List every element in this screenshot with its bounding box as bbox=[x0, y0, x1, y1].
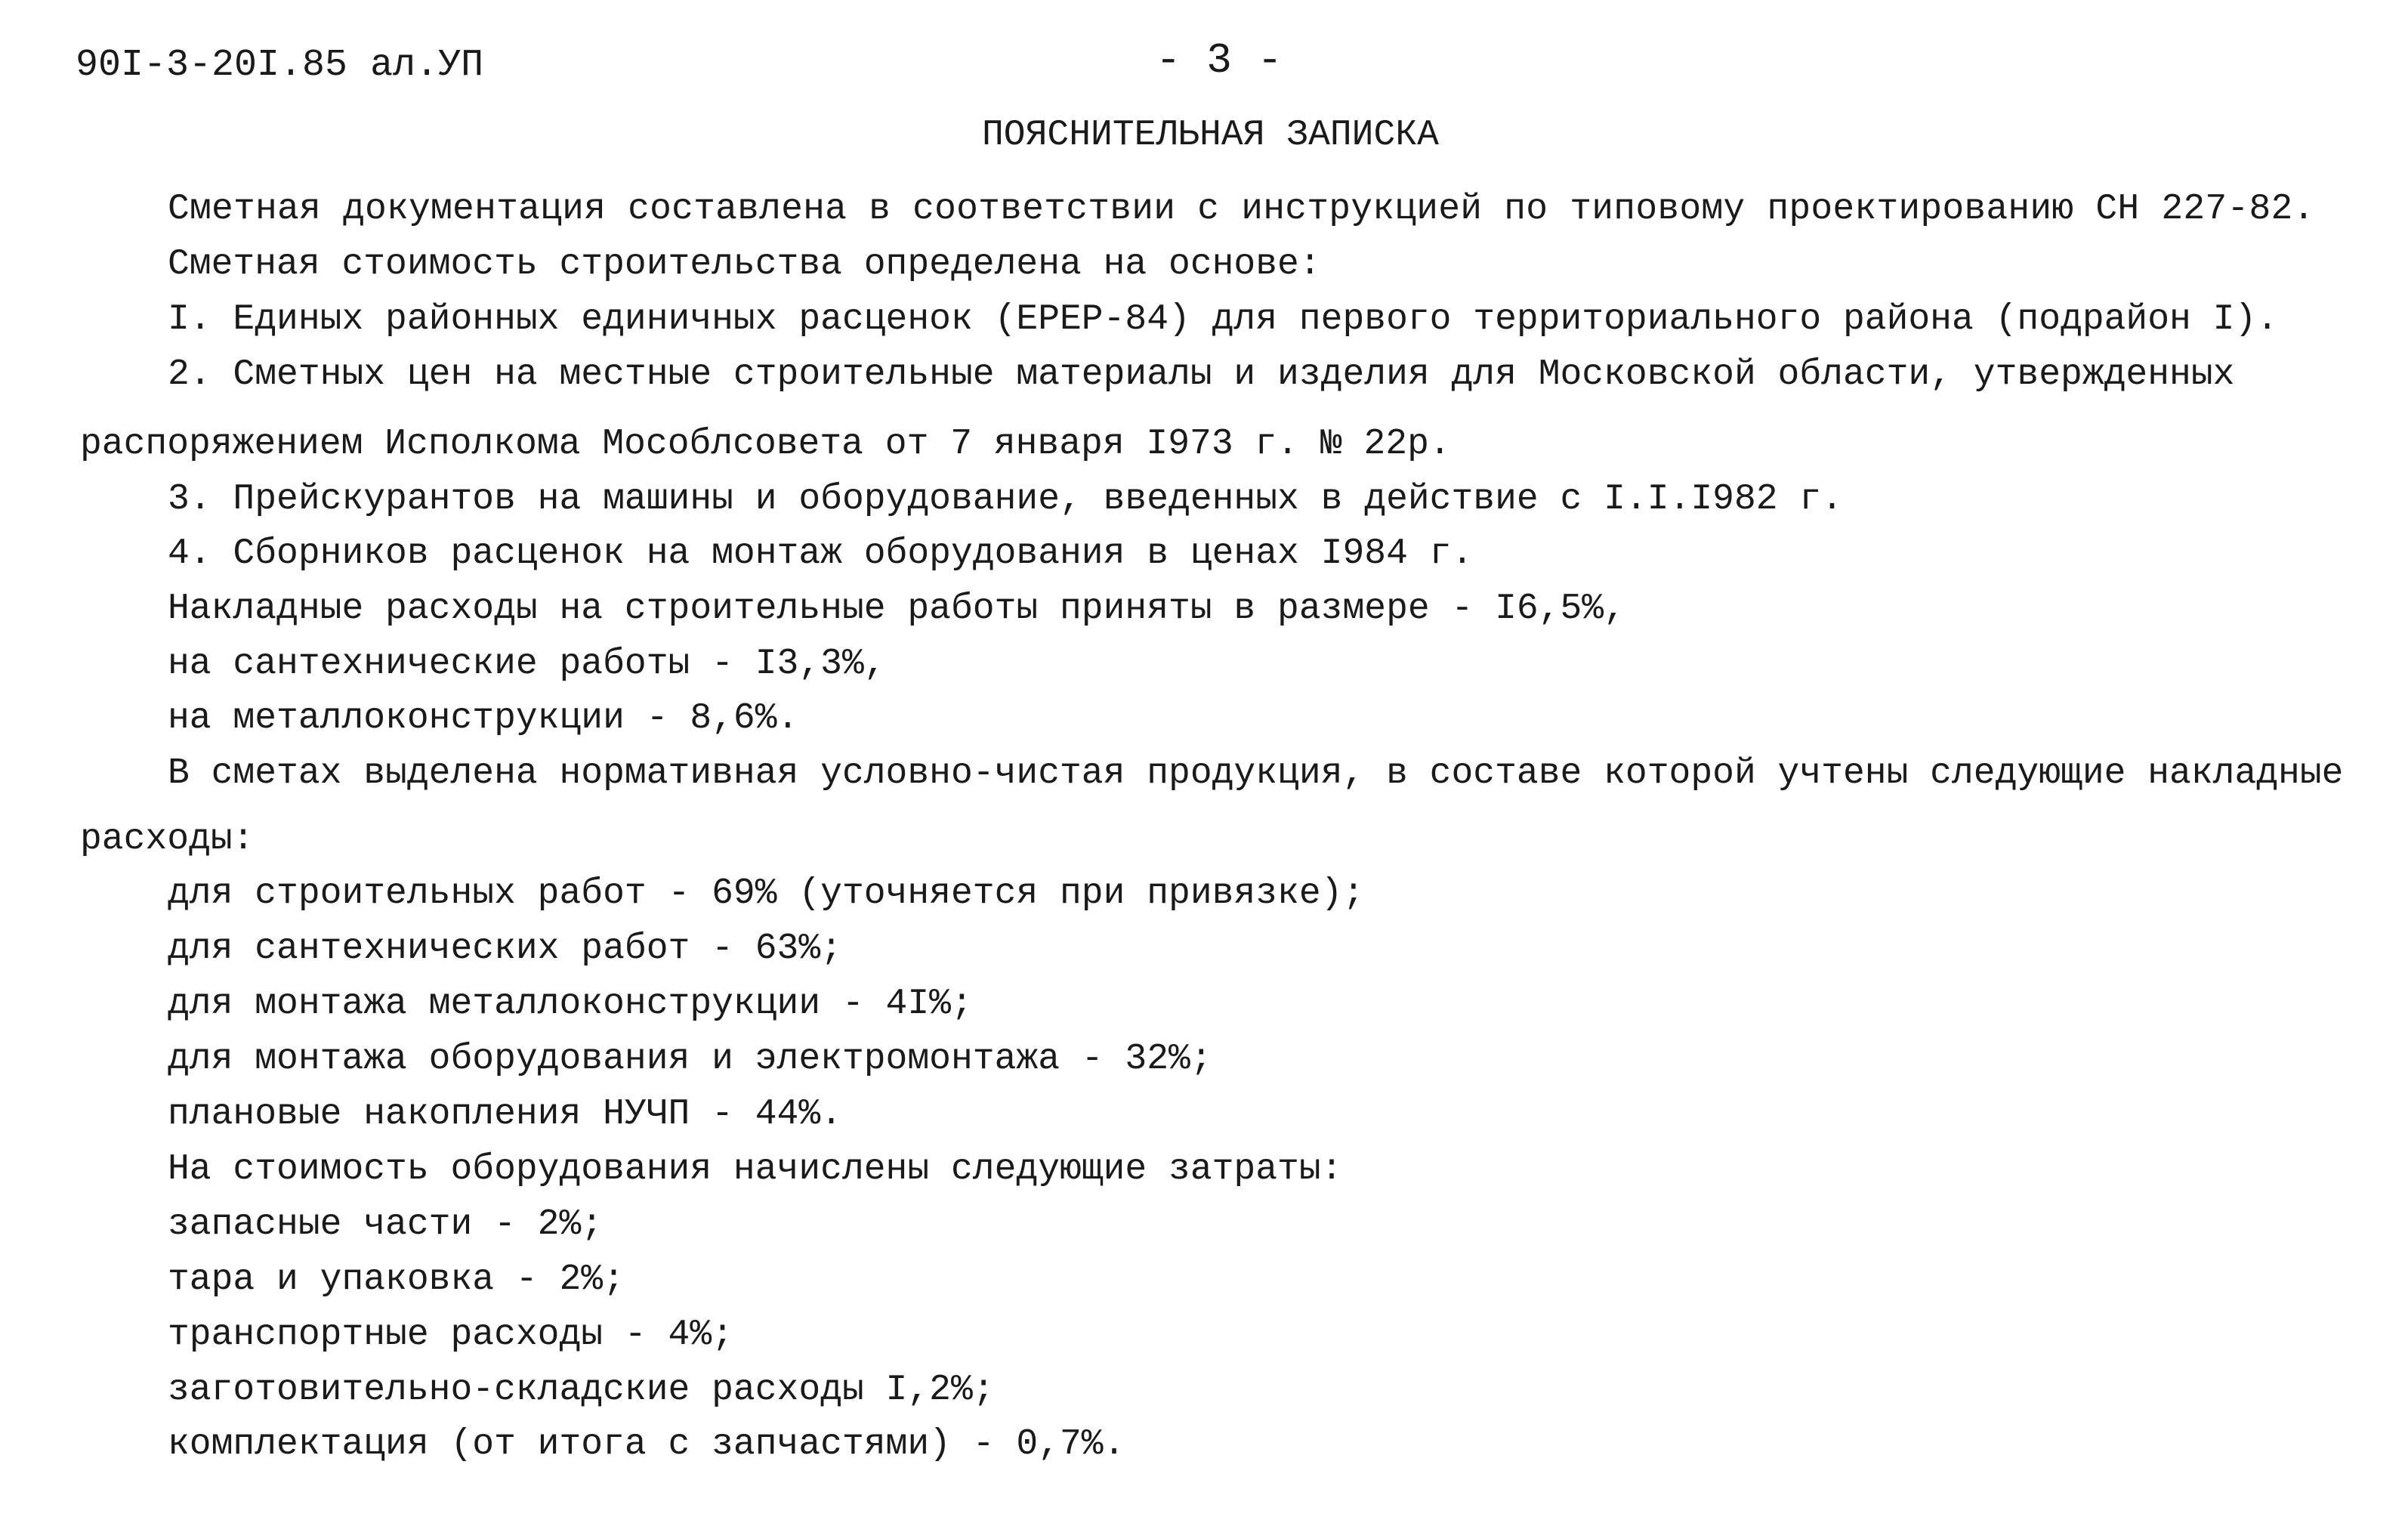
text-line-intro: Сметная документация составлена в соответствии с инструкцией по типовому проектированию СН 227-82. bbox=[168, 189, 2315, 230]
text-line-basis-3: 3. Прейскурантов на машины и оборудование, введенных в действие с I.I.I982 г. bbox=[168, 479, 1843, 520]
text-line-nucp-b: расходы: bbox=[80, 819, 255, 860]
text-line-equip-2: тара и упаковка - 2%; bbox=[168, 1259, 625, 1300]
text-line-equip-4: заготовительно-складские расходы I,2%; bbox=[168, 1370, 995, 1410]
text-line-nucp-5: плановые накопления НУЧП - 44%. bbox=[168, 1094, 842, 1135]
text-line-equip-1: запасные части - 2%; bbox=[168, 1204, 604, 1245]
text-line-nucp-1: для строительных работ - 69% (уточняется при привязке); bbox=[168, 873, 1365, 914]
text-line-basis-2b: распоряжением Исполкома Мособлсовета от 7 января I973 г. № 22р. bbox=[80, 424, 1451, 465]
text-line-nucp-4: для монтажа оборудования и электромонтажа - 32%; bbox=[168, 1039, 1212, 1080]
text-line-basis-2a: 2. Сметных цен на местные строительные материалы и изделия для Московской области, утвержденных bbox=[168, 354, 2235, 395]
page-number: - 3 - bbox=[1156, 36, 1283, 85]
document-code: 90I-3-20I.85 ал.УП bbox=[76, 44, 484, 87]
text-line-equip-5: комплектация (от итога с запчастями) - 0,7%. bbox=[168, 1424, 1125, 1465]
text-line-overhead-2: на сантехнические работы - I3,3%, bbox=[168, 644, 886, 684]
text-line-overhead-3: на металлоконструкции - 8,6%. bbox=[168, 698, 799, 739]
text-line-overhead-1: Накладные расходы на строительные работы приняты в размере - I6,5%, bbox=[168, 589, 1625, 629]
text-line-nucp-2: для сантехнических работ - 63%; bbox=[168, 928, 842, 969]
text-line-equip-intro: На стоимость оборудования начислены следующие затраты: bbox=[168, 1149, 1343, 1190]
text-line-basis-intro: Сметная стоимость строительства определена на основе: bbox=[168, 244, 1321, 285]
text-line-nucp-a: В сметах выделена нормативная условно-чистая продукция, в составе которой учтены следующие накладные bbox=[168, 753, 2344, 794]
text-line-basis-1: I. Единых районных единичных расценок (ЕРЕР-84) для первого территориального района (подрайон I). bbox=[168, 299, 2279, 340]
text-line-nucp-3: для монтажа металлоконструкции - 4I%; bbox=[168, 984, 973, 1024]
page-title: ПОЯСНИТЕЛЬНАЯ ЗАПИСКА bbox=[982, 115, 1439, 156]
text-line-basis-4: 4. Сборников расценок на монтаж оборудования в ценах I984 г. bbox=[168, 533, 1474, 574]
text-line-equip-3: транспортные расходы - 4%; bbox=[168, 1315, 733, 1355]
